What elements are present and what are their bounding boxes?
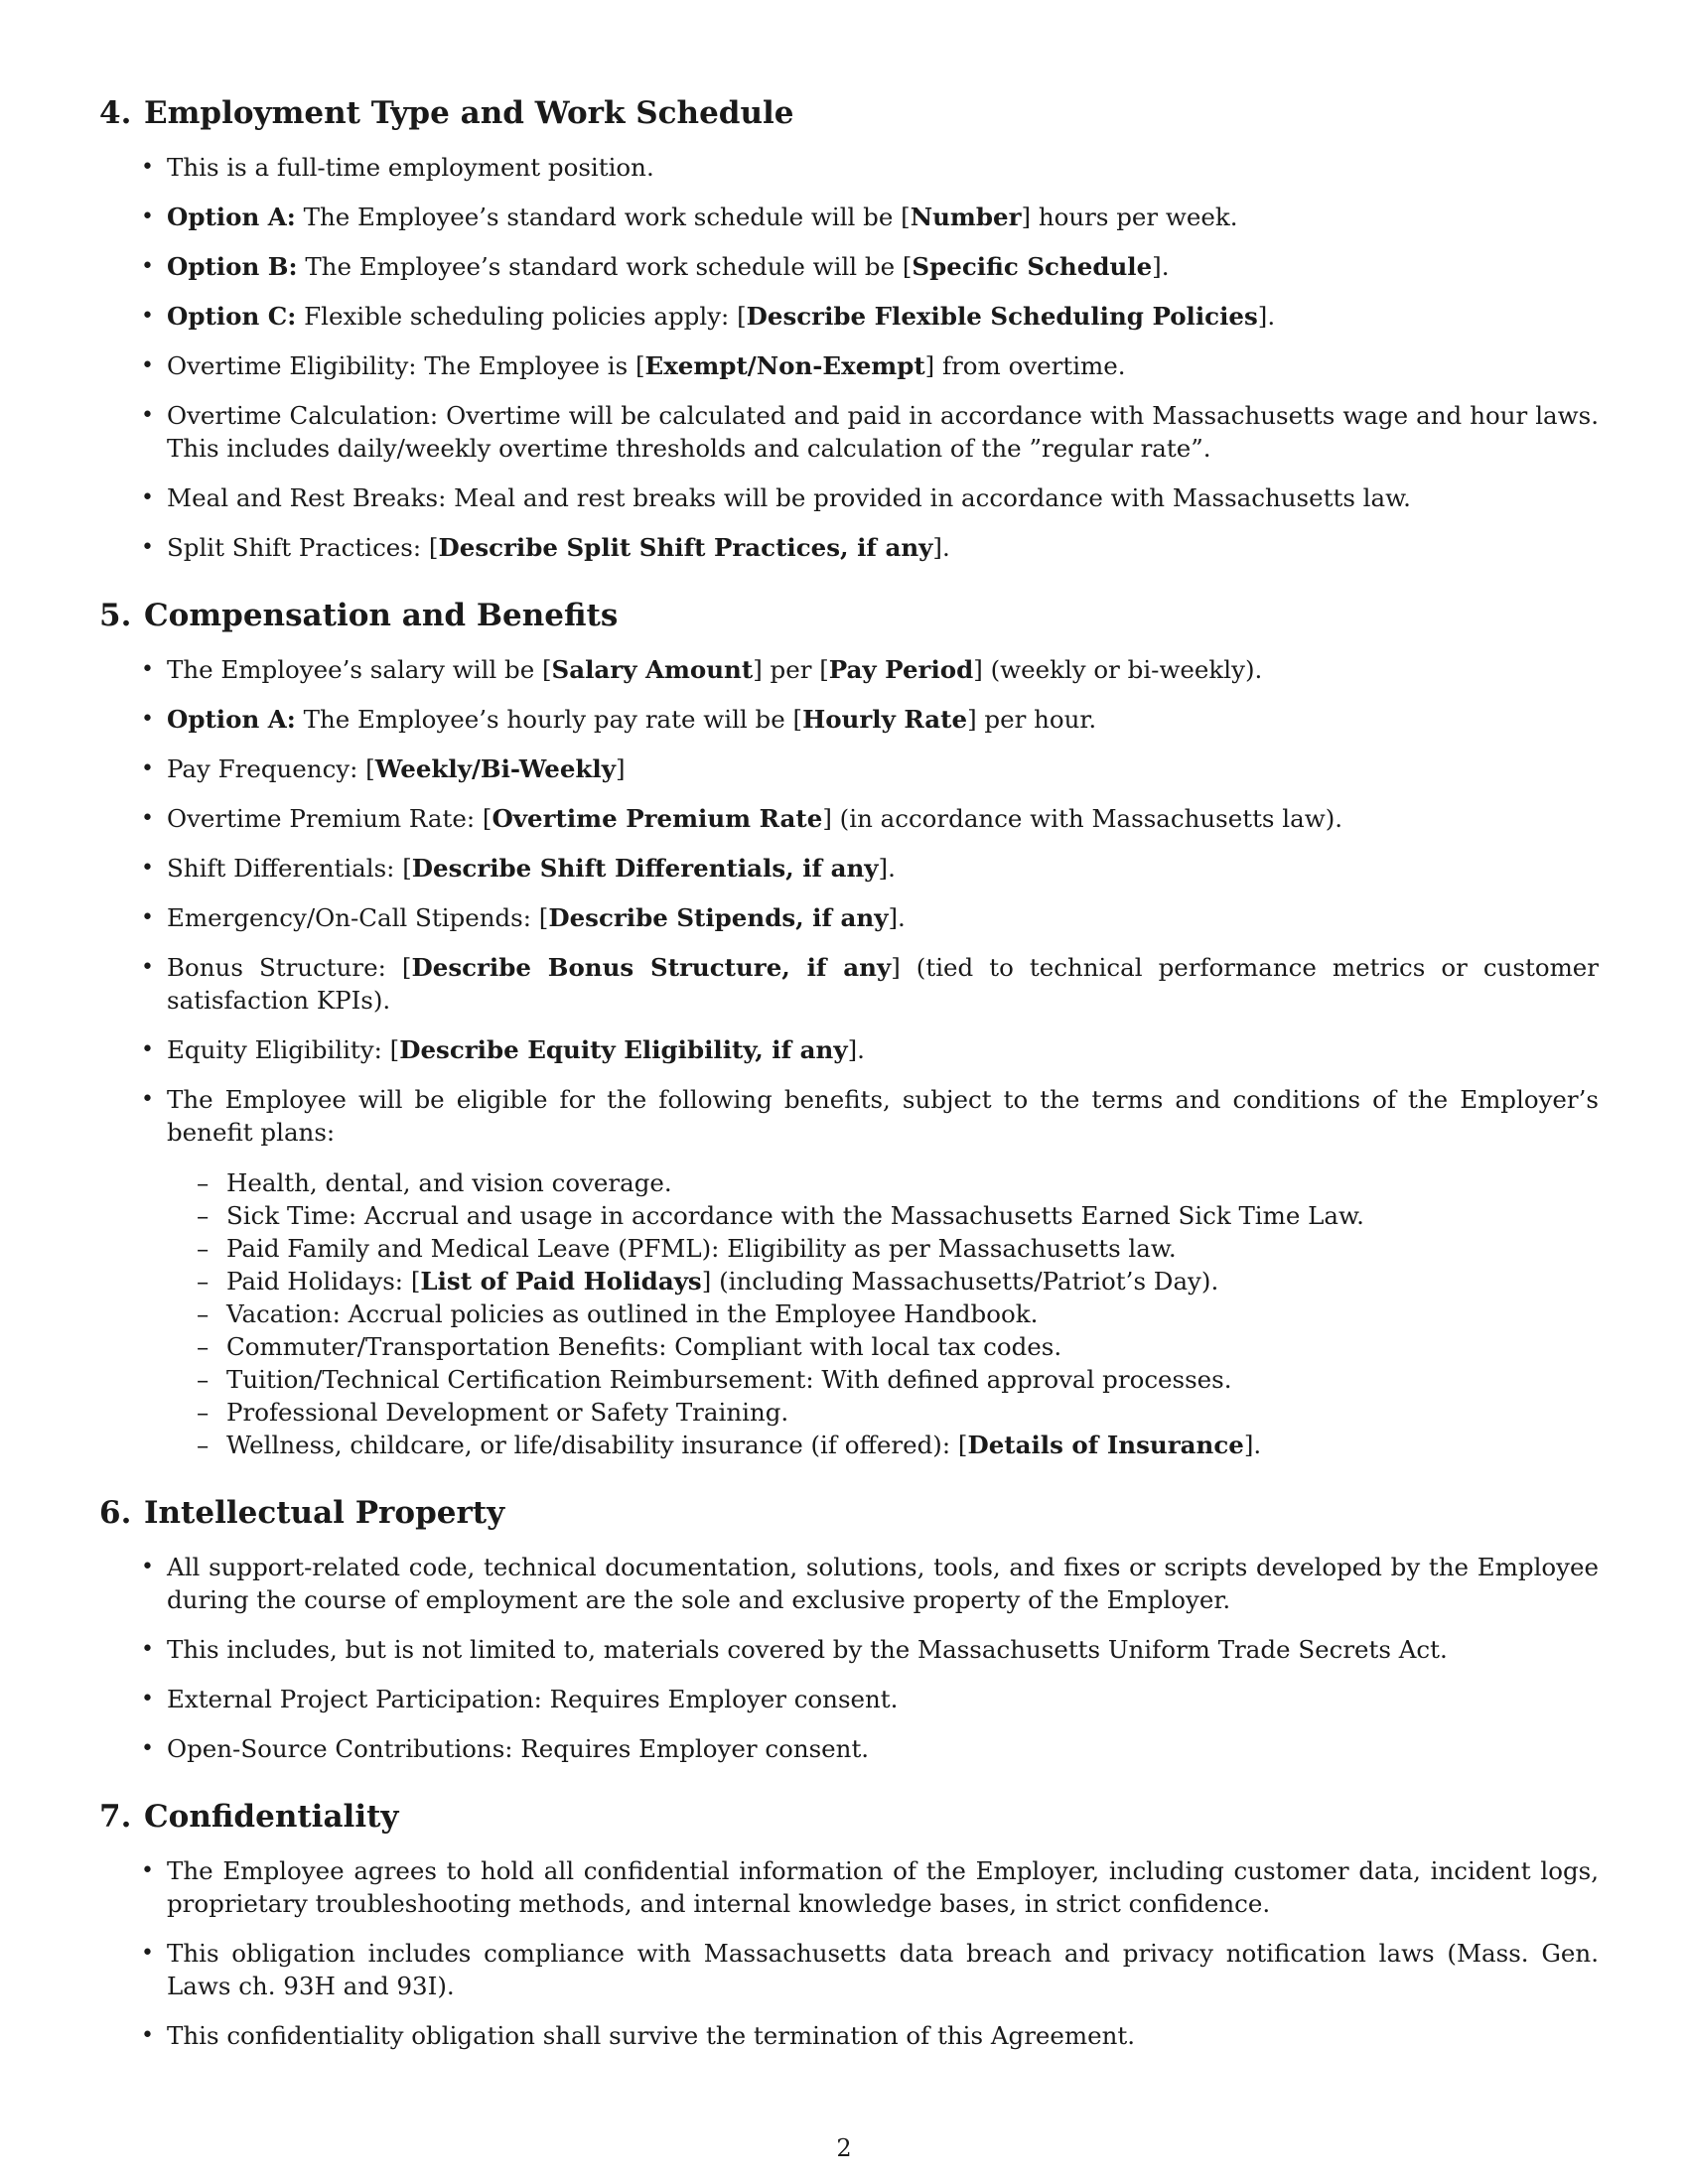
list-item: • External Project Participation: Requires Employer consent. xyxy=(167,1683,1599,1715)
sublist-item: – Sick Time: Accrual and usage in accordance with the Massachusetts Earned Sick Time Law. xyxy=(226,1199,1599,1232)
list-item: • The Employee will be eligible for the following benefits, subject to the terms and conditions of the Employer’s benefit plans: – Health, dental, and vision coverage. – Sick Time: Accrual and usage in accordance with the Massachusetts Earned Sick Time Law. – Paid Family and Medical Leave (PFML): Eligibility as per Massachusetts law. – Paid Holidays: [List of Paid Holidays] (including Massachusetts/Patriot’s Day). – Vacation: Accrual policies as outlined in the Employee Handbook. – Commuter/Transportation Benefits: Compliant with local tax codes. – Tuition/Technical Certification Reimbursement: With defined approval processes. – Professional Development or Safety Training. – Wellness, childcare, or life/disability insurance (if offered): [Details of Insurance]. xyxy=(167,1083,1599,1461)
list-item: • This includes, but is not limited to, materials covered by the Massachusetts Uniform Trade Secrets Act. xyxy=(167,1633,1599,1666)
section-title: Confidentiality xyxy=(144,1799,399,1835)
section-title: Compensation and Benefits xyxy=(144,598,619,633)
list-item: • Emergency/On-Call Stipends: [Describe Stipends, if any]. xyxy=(167,901,1599,934)
sublist-item: – Vacation: Accrual policies as outlined in the Employee Handbook. xyxy=(226,1297,1599,1330)
sublist-item: – Paid Holidays: [List of Paid Holidays] (including Massachusetts/Patriot’s Day). xyxy=(226,1265,1599,1297)
page-number: 2 xyxy=(836,2134,852,2162)
sublist-item: – Health, dental, and vision coverage. xyxy=(226,1166,1599,1199)
list-item: • Bonus Structure: [Describe Bonus Structure, if any] (tied to technical performance metrics or customer satisfaction KPIs). xyxy=(167,951,1599,1017)
bullet-list xyxy=(99,151,1599,564)
section-heading xyxy=(99,1493,1599,1533)
sublist-item: – Paid Family and Medical Leave (PFML): Eligibility as per Massachusetts law. xyxy=(226,1232,1599,1265)
document-page xyxy=(99,93,1599,2084)
list-item: • Overtime Premium Rate: [Overtime Premium Rate] (in accordance with Massachusetts law). xyxy=(167,802,1599,835)
bullet-list xyxy=(99,1551,1599,1765)
list-item: • Open-Source Contributions: Requires Employer consent. xyxy=(167,1732,1599,1765)
list-item: • Option C: Flexible scheduling policies apply: [Describe Flexible Scheduling Policies]. xyxy=(167,300,1599,333)
list-item: • All support-related code, technical documentation, solutions, tools, and fixes or scripts developed by the Employee during the course of employment are the sole and exclusive property of the Employer. xyxy=(167,1551,1599,1616)
list-item: • Equity Eligibility: [Describe Equity Eligibility, if any]. xyxy=(167,1033,1599,1066)
list-item: • Overtime Calculation: Overtime will be calculated and paid in accordance with Massachusetts wage and hour laws. This includes daily/weekly overtime thresholds and calculation of the ”regular rate”. xyxy=(167,399,1599,465)
section-heading xyxy=(99,93,1599,133)
list-item: • This is a full-time employment position. xyxy=(167,151,1599,184)
sublist-item: – Commuter/Transportation Benefits: Compliant with local tax codes. xyxy=(226,1330,1599,1363)
section-number: 7. xyxy=(99,1799,132,1835)
section-heading xyxy=(99,596,1599,635)
section-title: Employment Type and Work Schedule xyxy=(144,95,794,131)
sublist-item: – Wellness, childcare, or life/disability insurance (if offered): [Details of Insurance]. xyxy=(226,1429,1599,1461)
list-item: • Option B: The Employee’s standard work schedule will be [Specific Schedule]. xyxy=(167,250,1599,283)
sublist-item: – Tuition/Technical Certification Reimbursement: With defined approval processes. xyxy=(226,1363,1599,1396)
list-item: • This obligation includes compliance with Massachusetts data breach and privacy notification laws (Mass. Gen. Laws ch. 93H and 93I). xyxy=(167,1937,1599,2002)
list-item: • Meal and Rest Breaks: Meal and rest breaks will be provided in accordance with Massachusetts law. xyxy=(167,481,1599,514)
bullet-list xyxy=(99,1854,1599,2052)
list-item: • Pay Frequency: [Weekly/Bi-Weekly] xyxy=(167,752,1599,785)
sublist-item: – Professional Development or Safety Training. xyxy=(226,1396,1599,1429)
list-item: • Shift Differentials: [Describe Shift Differentials, if any]. xyxy=(167,852,1599,885)
section-number: 4. xyxy=(99,95,132,131)
section-number: 5. xyxy=(99,598,132,633)
section-title: Intellectual Property xyxy=(144,1495,505,1531)
list-item: • This confidentiality obligation shall survive the termination of this Agreement. xyxy=(167,2019,1599,2052)
bullet-list xyxy=(99,653,1599,1461)
benefits-sublist xyxy=(167,1166,1599,1461)
section-heading xyxy=(99,1797,1599,1837)
list-item: • Option A: The Employee’s hourly pay rate will be [Hourly Rate] per hour. xyxy=(167,703,1599,736)
list-item: • Option A: The Employee’s standard work schedule will be [Number] hours per week. xyxy=(167,201,1599,233)
list-item: • Overtime Eligibility: The Employee is [Exempt/Non-Exempt] from overtime. xyxy=(167,349,1599,382)
section-number: 6. xyxy=(99,1495,132,1531)
list-item: • The Employee’s salary will be [Salary Amount] per [Pay Period] (weekly or bi-weekly). xyxy=(167,653,1599,686)
list-item: • Split Shift Practices: [Describe Split Shift Practices, if any]. xyxy=(167,531,1599,564)
list-item: • The Employee agrees to hold all confidential information of the Employer, including customer data, incident logs, proprietary troubleshooting methods, and internal knowledge bases, in strict confidence. xyxy=(167,1854,1599,1920)
